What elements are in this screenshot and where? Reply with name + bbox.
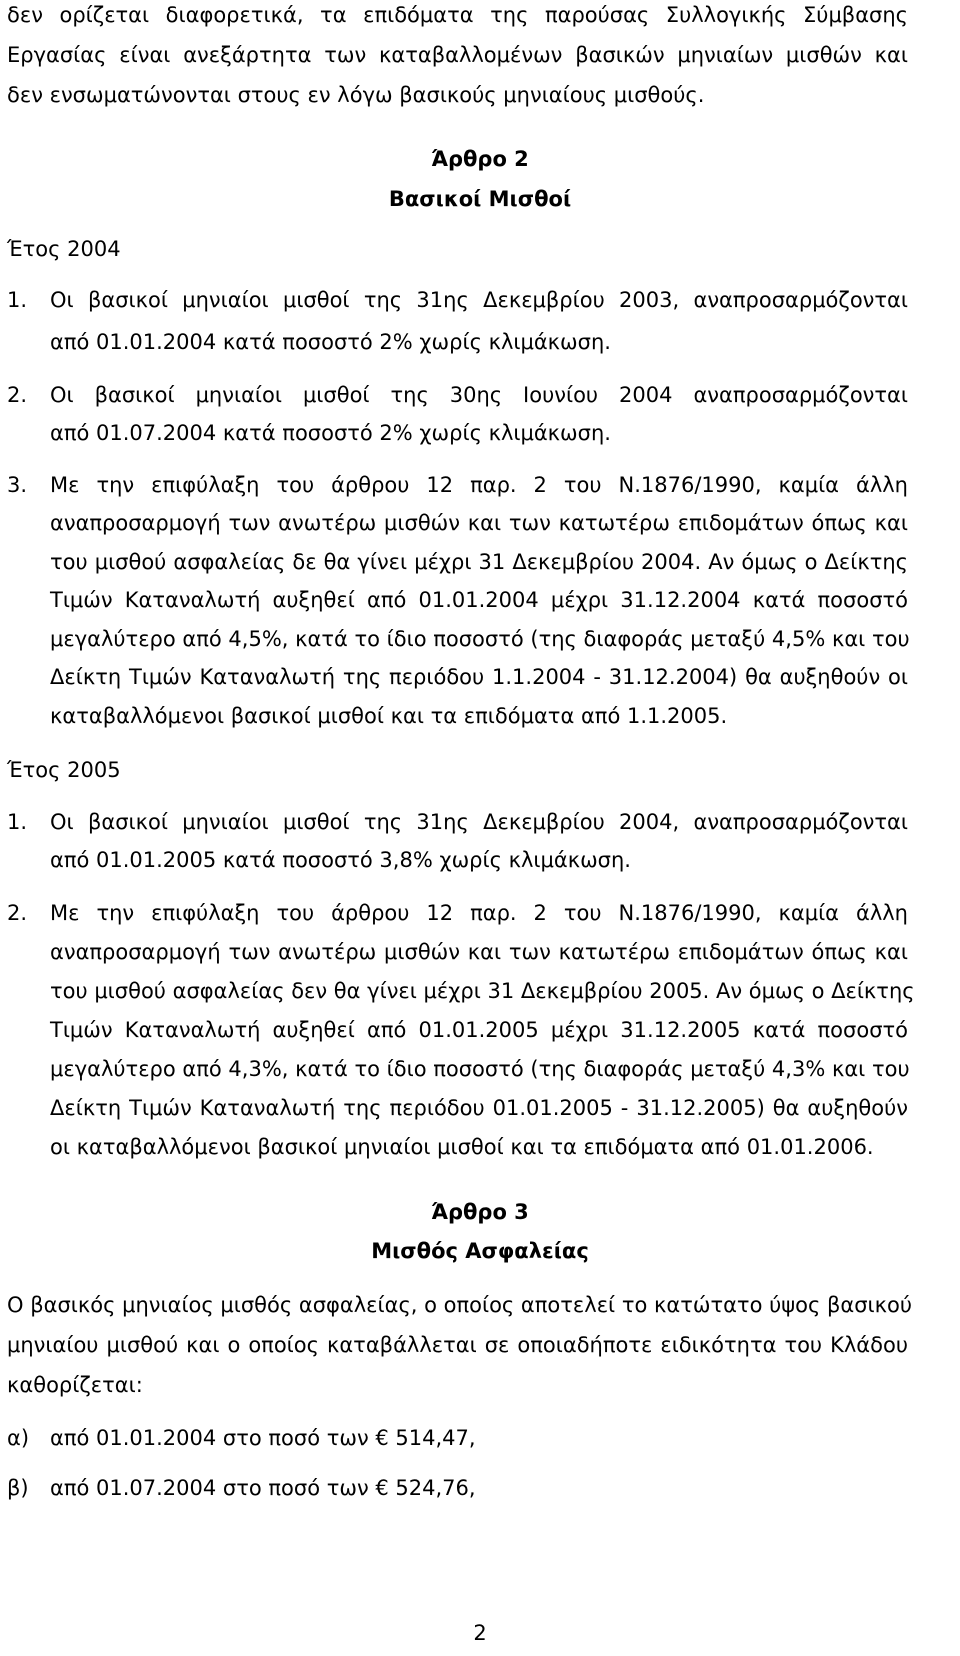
year-2004-label: Έτος 2004	[7, 237, 121, 261]
item-number: 3.	[7, 473, 28, 497]
item-line: από 01.01.2004 κατά ποσοστό 2% χωρίς κλιμάκωση.	[50, 330, 611, 354]
year-2005-label: Έτος 2005	[7, 758, 121, 782]
item-line: καταβαλλόμενοι βασικοί μισθοί και τα επιδόματα από 1.1.2005.	[50, 704, 728, 728]
article-3-line: καθορίζεται:	[7, 1373, 143, 1397]
item-line: Με την επιφύλαξη του άρθρου 12 παρ. 2 του Ν.1876/1990, καμία άλλη	[50, 901, 908, 925]
article-3-line: Ο βασικός μηνιαίος μισθός ασφαλείας, ο οποίος αποτελεί το κατώτατο ύψος βασικού	[7, 1293, 912, 1317]
article-3-line: μηνιαίου μισθού και ο οποίος καταβάλλεται σε οποιαδήποτε ειδικότητα του Κλάδου	[7, 1333, 908, 1357]
item-line: μεγαλύτερο από 4,5%, κατά το ίδιο ποσοστό (της διαφοράς μεταξύ 4,5% και του	[50, 627, 910, 651]
intro-line: δεν ορίζεται διαφορετικά, τα επιδόματα της παρούσας Συλλογικής Σύμβασης	[7, 3, 908, 27]
article-2-subtitle: Βασικοί Μισθοί	[388, 187, 572, 211]
article-3-title: Άρθρο 3	[431, 1200, 529, 1224]
intro-line: Εργασίας είναι ανεξάρτητα των καταβαλλομένων βασικών μηνιαίων μισθών και	[7, 43, 908, 67]
list-item-label: α)	[7, 1426, 30, 1450]
item-line: αναπροσαρμογή των ανωτέρω μισθών και των κατωτέρω επιδομάτων όπως και	[50, 940, 908, 964]
item-number: 2.	[7, 901, 28, 925]
item-line: Τιμών Καταναλωτή αυξηθεί από 01.01.2004 μέχρι 31.12.2004 κατά ποσοστό	[50, 588, 908, 612]
item-line: από 01.01.2005 κατά ποσοστό 3,8% χωρίς κλιμάκωση.	[50, 848, 631, 872]
item-number: 2.	[7, 383, 28, 407]
item-line: οι καταβαλλόμενοι βασικοί μηνιαίοι μισθοί και τα επιδόματα από 01.01.2006.	[50, 1135, 874, 1159]
item-line: Οι βασικοί μηνιαίοι μισθοί της 30ης Ιουνίου 2004 αναπροσαρμόζονται	[50, 383, 908, 407]
item-line: αναπροσαρμογή των ανωτέρω μισθών και των κατωτέρω επιδομάτων όπως και	[50, 511, 908, 535]
page-number: 2	[473, 1621, 487, 1645]
item-line: του μισθού ασφαλείας δεν θα γίνει μέχρι 31 Δεκεμβρίου 2005. Αν όμως ο Δείκτης	[50, 979, 915, 1003]
item-line: Με την επιφύλαξη του άρθρου 12 παρ. 2 του Ν.1876/1990, καμία άλλη	[50, 473, 908, 497]
item-number: 1.	[7, 810, 28, 834]
intro-line: δεν ενσωματώνονται στους εν λόγω βασικούς μηνιαίους μισθούς.	[7, 83, 705, 107]
article-2-title: Άρθρο 2	[431, 147, 529, 171]
list-item-label: β)	[7, 1476, 29, 1500]
item-line: Τιμών Καταναλωτή αυξηθεί από 01.01.2005 μέχρι 31.12.2005 κατά ποσοστό	[50, 1018, 908, 1042]
article-3-subtitle: Μισθός Ασφαλείας	[371, 1239, 589, 1263]
item-line: από 01.07.2004 κατά ποσοστό 2% χωρίς κλιμάκωση.	[50, 421, 611, 445]
item-line: του μισθού ασφαλείας δε θα γίνει μέχρι 31 Δεκεμβρίου 2004. Αν όμως ο Δείκτης	[50, 550, 908, 574]
item-line: Οι βασικοί μηνιαίοι μισθοί της 31ης Δεκεμβρίου 2003, αναπροσαρμόζονται	[50, 288, 908, 312]
item-number: 1.	[7, 288, 28, 312]
item-line: Δείκτη Τιμών Καταναλωτή της περιόδου 1.1.2004 - 31.12.2004) θα αυξηθούν οι	[50, 665, 908, 689]
list-item-text: από 01.07.2004 στο ποσό των € 524,76,	[50, 1476, 476, 1500]
item-line: μεγαλύτερο από 4,3%, κατά το ίδιο ποσοστό (της διαφοράς μεταξύ 4,3% και του	[50, 1057, 910, 1081]
item-line: Δείκτη Τιμών Καταναλωτή της περιόδου 01.01.2005 - 31.12.2005) θα αυξηθούν	[50, 1096, 908, 1120]
item-line: Οι βασικοί μηνιαίοι μισθοί της 31ης Δεκεμβρίου 2004, αναπροσαρμόζονται	[50, 810, 908, 834]
list-item-text: από 01.01.2004 στο ποσό των € 514,47,	[50, 1426, 476, 1450]
